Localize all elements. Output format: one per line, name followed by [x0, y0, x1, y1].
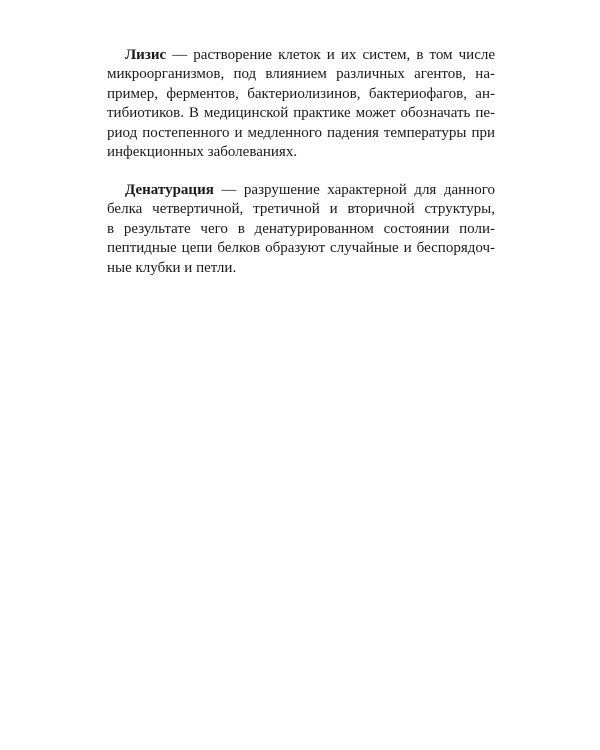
glossary-term: Лизис	[125, 47, 167, 63]
entry-line: в результате чего в денатурированном состоянии поли-	[107, 220, 495, 237]
glossary-entry-denaturation	[107, 181, 495, 278]
entry-line: тибиотиков. В медицинской практике может обозначать пе-	[107, 105, 495, 122]
entry-line: риод постепенного и медленного падения температуры при	[107, 124, 495, 141]
glossary-term: Денатурация	[125, 182, 214, 198]
definition-text: — разрушение характерной для данного	[213, 182, 495, 198]
entry-line: пептидные цепи белков образуют случайные и беспорядоч-	[107, 240, 495, 257]
entry-line: ные клубки и петли.	[107, 259, 237, 276]
entry-line: микроорганизмов, под влиянием различных агентов, на-	[107, 66, 495, 83]
definition-text: — растворение клеток и их систем, в том числе	[166, 47, 495, 63]
entry-line	[107, 181, 495, 200]
entry-line: инфекционных заболеваниях.	[107, 144, 298, 161]
entry-line: пример, ферментов, бактериолизинов, бактериофагов, ан-	[107, 85, 495, 102]
glossary-entry-lysis	[107, 46, 495, 162]
entry-line	[107, 46, 495, 65]
entry-line: белка четвертичной, третичной и вторичной структуры,	[107, 201, 495, 218]
